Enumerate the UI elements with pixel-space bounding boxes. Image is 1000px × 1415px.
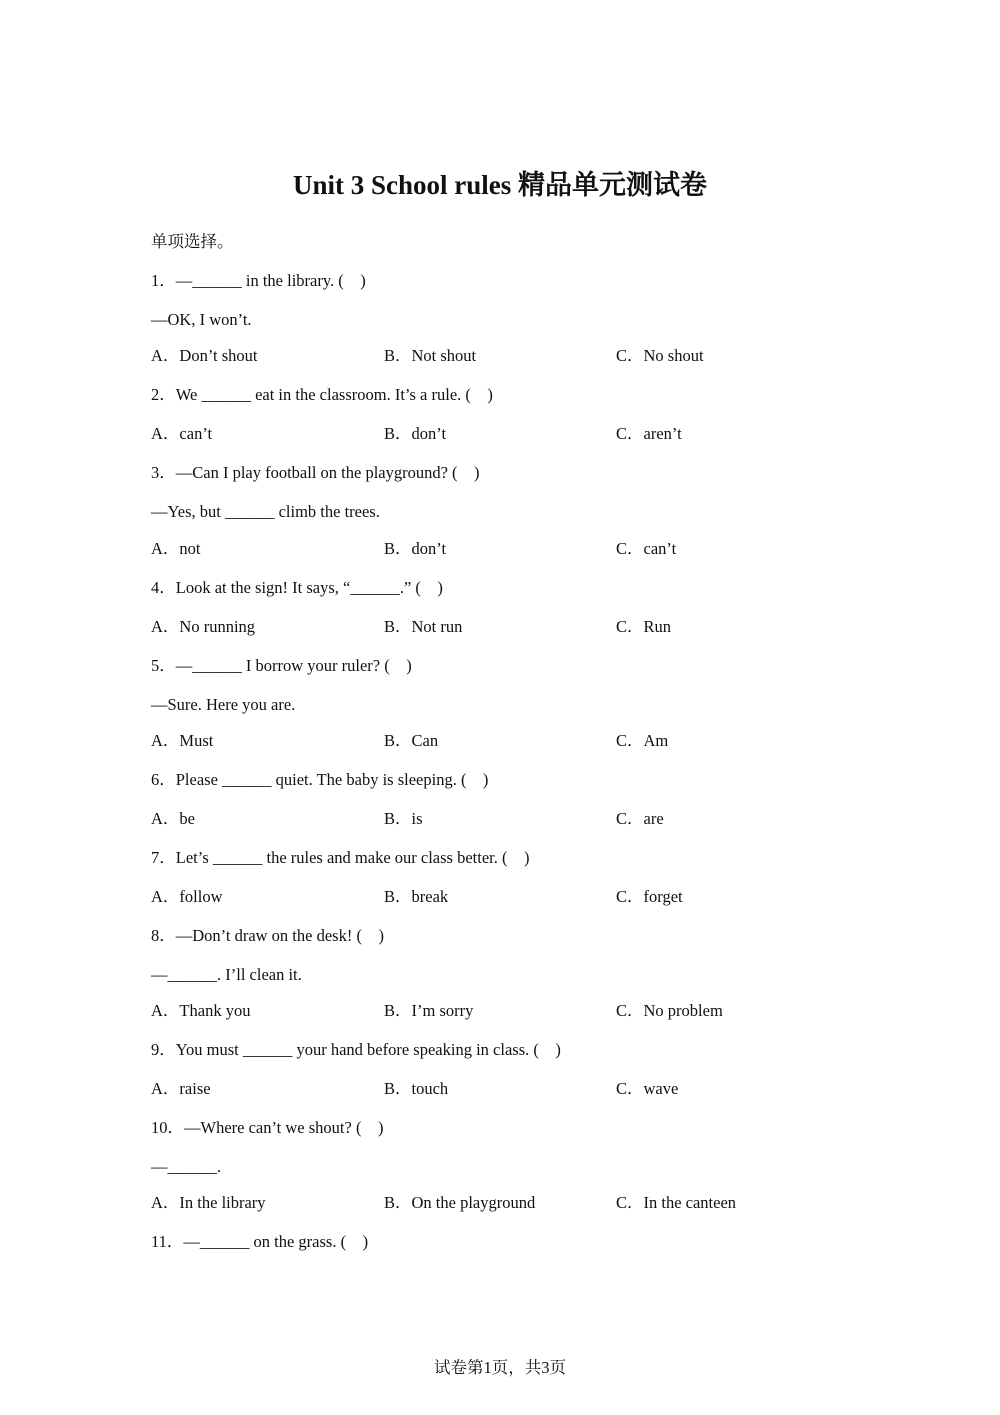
page-footer: 试卷第1页，共3页 bbox=[434, 1358, 566, 1377]
question-4-stem: 4．Look at the sign! It says, “______.” ( ) bbox=[151, 578, 443, 597]
question-1-stem: 1．—______ in the library. ( ) bbox=[151, 271, 366, 290]
question-4-options bbox=[151, 615, 851, 639]
option-b: B．Not shout bbox=[384, 346, 477, 365]
question-7-stem: 7．Let’s ______ the rules and make our class better. ( ) bbox=[151, 848, 530, 867]
option-b: B．is bbox=[384, 809, 423, 828]
option-a: A．can’t bbox=[151, 424, 213, 443]
option-b: B．I’m sorry bbox=[384, 1001, 474, 1020]
option-c: C．No shout bbox=[616, 346, 704, 365]
option-c: C．In the canteen bbox=[616, 1193, 737, 1212]
question-6-stem: 6．Please ______ quiet. The baby is sleeping. ( ) bbox=[151, 770, 489, 789]
question-10-reply: —______. bbox=[151, 1157, 222, 1176]
option-a: A．follow bbox=[151, 887, 223, 906]
option-c: C．Run bbox=[616, 617, 672, 636]
option-c: C．aren’t bbox=[616, 424, 682, 443]
option-a: A．No running bbox=[151, 617, 256, 636]
question-10-stem: 10．—Where can’t we shout? ( ) bbox=[151, 1118, 384, 1137]
option-b: B．don’t bbox=[384, 539, 447, 558]
question-2-stem: 2．We ______ eat in the classroom. It’s a rule. ( ) bbox=[151, 385, 493, 404]
option-c: C．are bbox=[616, 809, 664, 828]
question-8-options bbox=[151, 999, 851, 1023]
option-c: C．No problem bbox=[616, 1001, 723, 1020]
option-a: A．Don’t shout bbox=[151, 346, 258, 365]
option-b: B．On the playground bbox=[384, 1193, 536, 1212]
option-b: B．don’t bbox=[384, 424, 447, 443]
question-5-reply: —Sure. Here you are. bbox=[151, 695, 296, 714]
option-b: B．break bbox=[384, 887, 449, 906]
option-b: B．Can bbox=[384, 731, 439, 750]
question-3-reply: —Yes, but ______ climb the trees. bbox=[151, 502, 380, 521]
option-a: A．be bbox=[151, 809, 195, 828]
section-heading: 单项选择。 bbox=[151, 232, 234, 251]
question-9-stem: 9．You must ______ your hand before speaking in class. ( ) bbox=[151, 1040, 561, 1059]
option-c: C．wave bbox=[616, 1079, 679, 1098]
option-a: A．In the library bbox=[151, 1193, 266, 1212]
question-10-options bbox=[151, 1191, 851, 1215]
option-b: B．touch bbox=[384, 1079, 449, 1098]
question-3-options bbox=[151, 537, 851, 561]
question-5-stem: 5．—______ I borrow your ruler? ( ) bbox=[151, 656, 412, 675]
question-8-reply: —______. I’ll clean it. bbox=[151, 965, 302, 984]
page-title: Unit 3 School rules 精品单元测试卷 bbox=[292, 170, 708, 200]
question-6-options bbox=[151, 807, 851, 831]
option-c: C．Am bbox=[616, 731, 669, 750]
option-a: A．raise bbox=[151, 1079, 211, 1098]
question-11-stem: 11．—______ on the grass. ( ) bbox=[151, 1232, 369, 1251]
question-8-stem: 8．—Don’t draw on the desk! ( ) bbox=[151, 926, 384, 945]
option-a: A．not bbox=[151, 539, 201, 558]
option-b: B．Not run bbox=[384, 617, 463, 636]
question-2-options bbox=[151, 422, 851, 446]
question-9-options bbox=[151, 1077, 851, 1101]
option-c: C．forget bbox=[616, 887, 683, 906]
question-5-options bbox=[151, 729, 851, 753]
question-3-stem: 3．—Can I play football on the playground? ( ) bbox=[151, 463, 480, 482]
option-a: A．Thank you bbox=[151, 1001, 251, 1020]
option-a: A．Must bbox=[151, 731, 214, 750]
question-1-options bbox=[151, 344, 851, 368]
question-7-options bbox=[151, 885, 851, 909]
option-c: C．can’t bbox=[616, 539, 677, 558]
question-1-reply: —OK, I won’t. bbox=[151, 310, 252, 329]
